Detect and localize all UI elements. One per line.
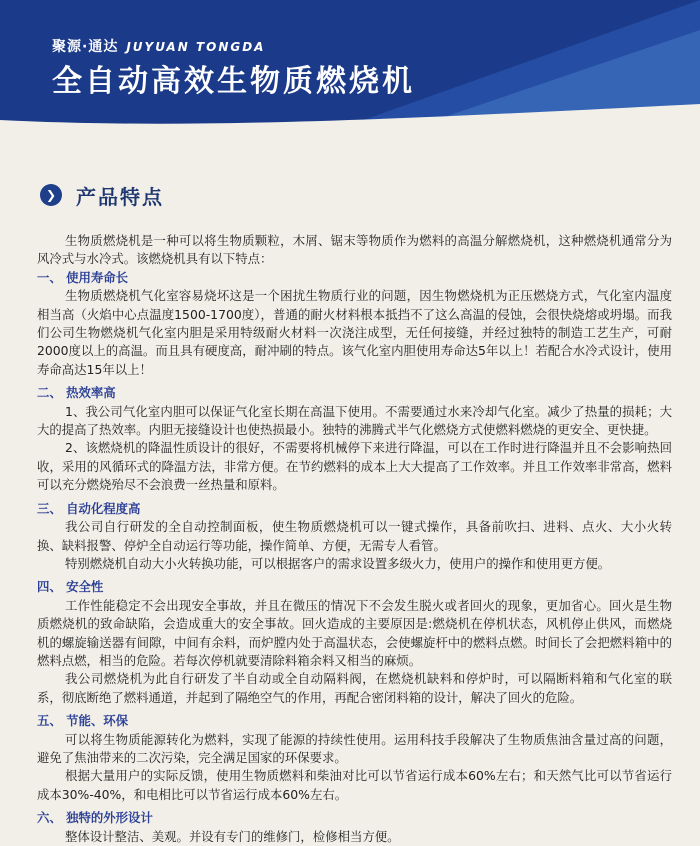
feature-heading: 一、 使用寿命长 [37,269,129,285]
brand-en: JUYUAN TONGDA [126,40,266,54]
section-title: 产品特点 [76,184,164,209]
feature-paragraph: 我公司自行研发的全自动控制面板，使生物质燃烧机可以一键式操作，具备前吹扫、进料、点火、大小火转换、缺料报警、停炉全自动运行等功能，操作简单、方便，无需专人看管。 [37,519,672,553]
content-body [37,232,672,846]
page-title: 全自动高效生物质燃烧机 [52,64,415,99]
feature-paragraph: 工作性能稳定不会出现安全事故，并且在微压的情况下不会发生脱火或者回火的现象，更加省心。回火是生物质燃烧机的致命缺陷，会造成重大的安全事故。回火造成的主要原因是:燃烧机在停机状态，风机停止供风，而燃烧机的螺旋输送器有间隙，中间有余料，而炉膛内处于高温状态，会使螺旋杆中的燃料点燃。时间长了会把燃料箱中的燃料点燃，相当的危险。若每次停机就要清除料箱余料又相当的麻烦。 [37,597,672,668]
feature-paragraph: 1、我公司气化室内胆可以保证气化室长期在高温下使用。不需要通过水来冷却气化室。减少了热量的损耗；大大的提高了热效率。内胆无接缝设计也使热损最小。独特的沸腾式半气化燃烧方式使燃料燃烧的更安全、更快捷。 [37,403,672,438]
feature-paragraph: 根据大量用户的实际反馈，使用生物质燃料和柴油对比可以节省运行成本60%左右；和天然气比可以节省运行成本30%-40%，和电相比可以节省运行成本60%左右。 [37,768,672,802]
brand-logo [52,36,265,56]
feature-heading: 二、 热效率高 [37,385,116,401]
feature-paragraph: 生物质燃烧机气化室容易烧坏这是一个困扰生物质行业的问题，因生物燃烧机为正压燃烧方式，气化室内温度相当高（火焰中心点温度1500-1700度），普通的耐火材料根本抵挡不了这么高温的侵蚀，会很快烧熔或坍塌。而我们公司生物燃烧机气化室内胆是采用特级耐火材料一次浇注成型，无任何接缝，并经过独特的制造工艺生产，可耐2000度以上的高温。而且具有硬度高，耐冲刷的特点。该气化室内胆使用寿命达5年以上！若配合水冷式设计，使用寿命高达15年以上！ [37,288,672,377]
header-banner [0,0,700,132]
feature-heading: 六、 独特的外形设计 [37,810,153,826]
feature-heading: 四、 安全性 [37,579,104,595]
feature-paragraph: 2、该燃烧机的降温性质设计的很好，不需要将机械停下来进行降温，可以在工作时进行降温并且不会影响热回收，采用的风循环式的降温方法，非常方便。在节约燃料的成本上大大提高了工作效率。并且工作效率非常高，燃料可以充分燃烧殆尽不会浪费一丝热量和原料。 [37,440,672,493]
chevron-right-icon: ❯ [40,184,62,206]
intro-paragraph: 生物质燃烧机是一种可以将生物质颗粒，木屑、锯末等物质作为燃料的高温分解燃烧机，这种燃烧机通常分为风冷式与水冷式。该燃烧机具有以下特点： [37,233,672,267]
feature-heading: 三、 自动化程度高 [37,500,141,516]
section-heading [40,183,164,207]
feature-paragraph: 整体设计整洁、美观。并设有专门的维修门，检修相当方便。 [65,828,400,844]
feature-paragraph: 可以将生物质能源转化为燃料，实现了能源的持续性使用。运用科技手段解决了生物质焦油含量过高的问题，避免了焦油带来的二次污染，完全满足国家的环保要求。 [37,731,672,765]
brand-cn: 聚源·通达 [52,39,119,55]
feature-paragraph: 我公司燃烧机为此自行研发了半自动或全自动隔料阀，在燃烧机缺料和停炉时，可以隔断料箱和气化室的联系，彻底断绝了燃料通道，并起到了隔绝空气的作用，再配合密闭料箱的设计，解决了回火的危险。 [37,671,672,705]
feature-paragraph: 特别燃烧机自动大小火转换功能，可以根据客户的需求设置多级火力，使用户的操作和使用更方便。 [65,555,611,571]
feature-heading: 五、 节能、环保 [37,713,129,729]
